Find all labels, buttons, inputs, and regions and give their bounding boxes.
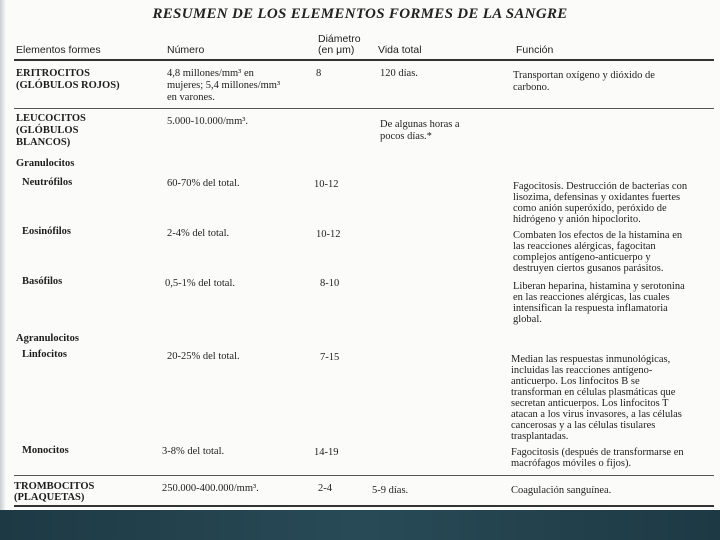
monocitos-name: Monocitos (22, 445, 69, 456)
basofilos-funcion-3: intensifican la respuesta inflamatoria (513, 303, 668, 314)
header-numero: Número (167, 44, 205, 56)
table-title: RESUMEN DE LOS ELEMENTOS FORMES DE LA SANGRE (152, 6, 568, 22)
linfocitos-funcion-5: secretan anticuerpos. Los linfocitos T (511, 398, 669, 409)
linfocitos-funcion: Median las respuestas inmunológicas, (511, 354, 671, 365)
eritrocitos-funcion: Transportan oxígeno y dióxido de (513, 70, 655, 81)
basofilos-numero: 0,5-1% del total. (165, 278, 235, 289)
neutrofilos-funcion-3: como anión superóxido, peróxido de (513, 203, 667, 214)
eritrocitos-numero: 4,8 millones/mm³ en (167, 68, 254, 79)
neutrofilos-numero: 60-70% del total. (167, 178, 240, 189)
leucocitos-vida-2: pocos días.* (380, 131, 432, 142)
eritrocitos-numero-3: en varones. (167, 92, 215, 103)
basofilos-diametro: 8-10 (320, 278, 340, 289)
eritrocitos-name: ERITROCITOS (16, 68, 90, 79)
linfocitos-name: Linfocitos (22, 349, 67, 360)
footer-band (0, 510, 720, 540)
eosinofilos-diametro: 10-12 (316, 229, 341, 240)
linfocitos-funcion-7: cancerosas y a las células tisulares (511, 420, 656, 431)
eritrocitos-diametro: 8 (316, 68, 322, 79)
basofilos-name: Basófilos (22, 276, 63, 287)
trombocitos-name-2: (PLAQUETAS) (14, 492, 85, 503)
neutrofilos-funcion-2: lisozima, defensinas y oxidantes fuertes (513, 192, 681, 203)
leucocitos-name-3: BLANCOS) (16, 137, 71, 148)
page-edge-shadow (0, 0, 6, 510)
linfocitos-diametro: 7-15 (320, 352, 340, 363)
trombocitos-vida: 5-9 días. (372, 485, 409, 496)
linfocitos-funcion-8: trasplantadas. (511, 431, 569, 442)
bottom-rule (14, 505, 714, 507)
monocitos-diametro: 14-19 (314, 447, 339, 458)
linfocitos-funcion-6: atacan a los virus invasores, a las células (511, 409, 682, 420)
neutrofilos-funcion: Fagocitosis. Destrucción de bacterias con (513, 181, 688, 192)
basofilos-funcion: Liberan heparina, histamina y serotonina (513, 281, 685, 292)
linfocitos-funcion-2: incluidas las reacciones antígeno- (511, 365, 653, 376)
eritrocitos-funcion-2: carbono. (513, 82, 550, 93)
linfocitos-funcion-4: transforman en células plasmáticas que (511, 387, 676, 398)
eritrocitos-vida: 120 días. (380, 68, 418, 79)
leucocitos-name-2: (GLÓBULOS (16, 125, 79, 136)
eosinofilos-numero: 2-4% del total. (167, 228, 230, 239)
basofilos-funcion-4: global. (513, 314, 542, 325)
neutrofilos-name: Neutrófilos (22, 177, 73, 188)
trombocitos-name: TROMBOCITOS (14, 481, 95, 492)
header-diametro-unit: (en μm) (318, 44, 355, 56)
monocitos-numero: 3-8% del total. (162, 446, 225, 457)
eosinofilos-funcion-4: destruyen ciertos gusanos parásitos. (513, 263, 664, 274)
trombocitos-funcion: Coagulación sanguínea. (511, 485, 612, 496)
neutrofilos-funcion-4: hidrógeno y anión hipoclorito. (513, 214, 641, 225)
row-divider (14, 108, 714, 109)
leucocitos-name: LEUCOCITOS (16, 113, 86, 124)
leucocitos-numero: 5.000-10.000/mm³. (167, 116, 249, 127)
monocitos-funcion-2: macrófagos móviles o fijos). (511, 458, 632, 469)
header-rule (14, 59, 714, 61)
header-diametro: Diámetro (318, 33, 361, 45)
header-elementos-formes: Elementos formes (16, 44, 101, 56)
row-divider (14, 475, 714, 476)
eritrocitos-name-sub: (GLÓBULOS ROJOS) (16, 80, 120, 91)
trombocitos-diametro: 2-4 (318, 483, 332, 494)
header-funcion: Función (516, 44, 554, 56)
eosinofilos-funcion: Combaten los efectos de la histamina en (513, 230, 683, 241)
eosinofilos-funcion-2: las reacciones alérgicas, fagocitan (513, 241, 656, 252)
eritrocitos-numero-2: mujeres; 5,4 millones/mm³ (167, 80, 281, 91)
neutrofilos-diametro: 10-12 (314, 179, 339, 190)
eosinofilos-funcion-3: complejos antígeno-anticuerpo y (513, 252, 651, 263)
monocitos-funcion: Fagocitosis (después de transformarse en (511, 447, 684, 458)
agranulocitos-heading: Agranulocitos (16, 333, 79, 344)
granulocitos-heading: Granulocitos (16, 158, 75, 169)
eosinofilos-name: Eosinófilos (22, 226, 72, 237)
basofilos-funcion-2: en las reacciones alérgicas, las cuales (513, 292, 670, 303)
linfocitos-numero: 20-25% del total. (167, 351, 240, 362)
linfocitos-funcion-3: anticuerpo. Los linfocitos B se (511, 376, 640, 387)
header-vida-total: Vida total (378, 44, 422, 56)
trombocitos-numero: 250.000-400.000/mm³. (162, 483, 259, 494)
leucocitos-vida: De algunas horas a (380, 119, 460, 130)
